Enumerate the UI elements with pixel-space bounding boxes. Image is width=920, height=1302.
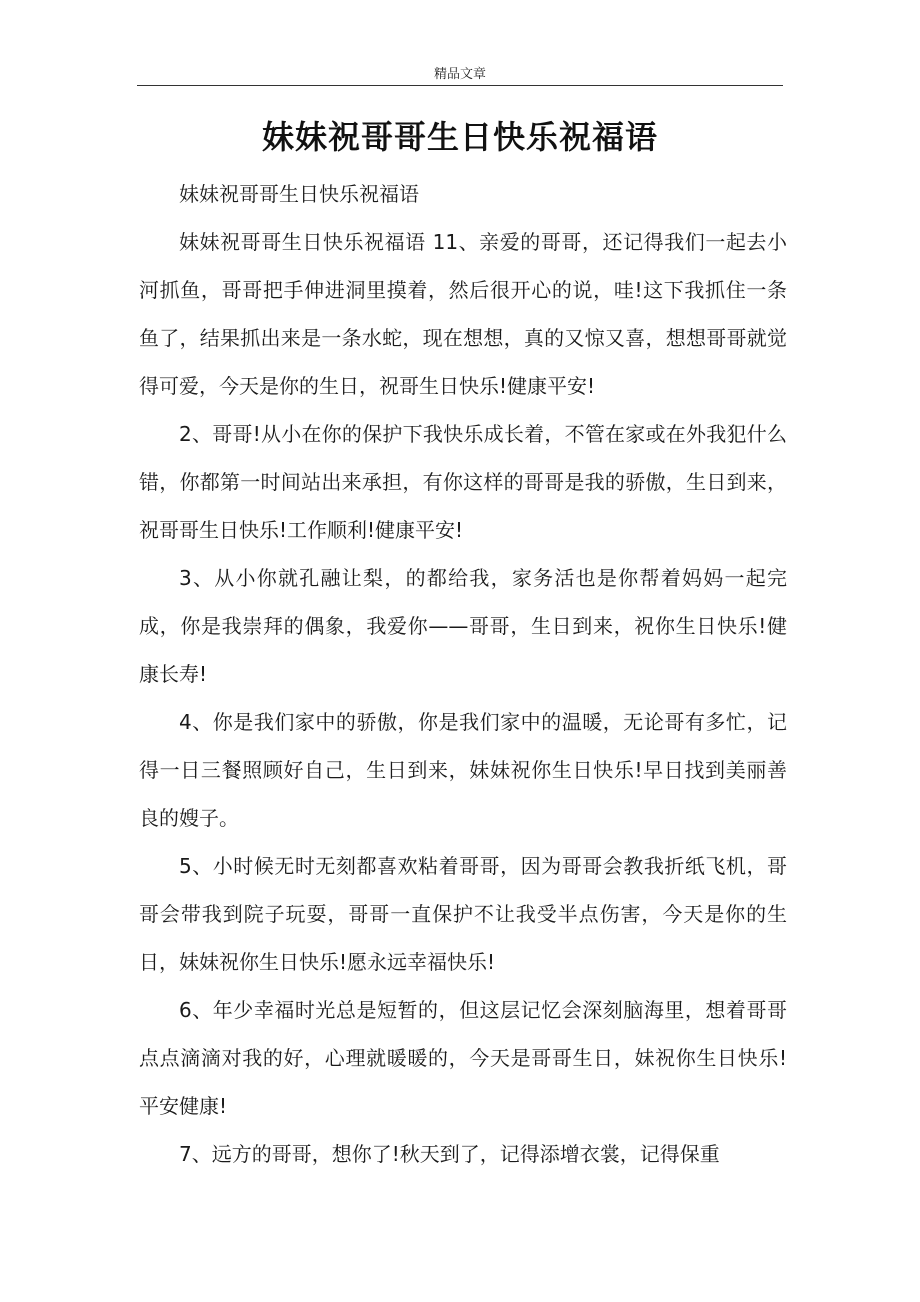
- document-body: [139, 170, 787, 1178]
- header-divider: [137, 85, 783, 86]
- document-title: 妹妹祝哥哥生日快乐祝福语: [261, 118, 658, 156]
- paragraph: 2、哥哥!从小在你的保护下我快乐成长着，不管在家或在外我犯什么错，你都第一时间站出来承担，有你这样的哥哥是我的骄傲，生日到来，祝哥哥生日快乐!工作顺利!健康平安!: [139, 422, 787, 542]
- paragraph: 妹妹祝哥哥生日快乐祝福语 11、亲爱的哥哥，还记得我们一起去小河抓鱼，哥哥把手伸进洞里摸着，然后很开心的说，哇!这下我抓住一条鱼了，结果抓出来是一条水蛇，现在想想，真的又惊又喜，想想哥哥就觉得可爱，今天是你的生日，祝哥生日快乐!健康平安!: [139, 230, 787, 398]
- paragraph: 3、从小你就孔融让梨，的都给我，家务活也是你帮着妈妈一起完成，你是我崇拜的偶象，我爱你——哥哥，生日到来，祝你生日快乐!健康长寿!: [139, 566, 787, 686]
- page-header: 精品文章: [433, 67, 486, 82]
- paragraph: 4、你是我们家中的骄傲，你是我们家中的温暖，无论哥有多忙，记得一日三餐照顾好自己，生日到来，妹妹祝你生日快乐!早日找到美丽善良的嫂子。: [139, 710, 787, 830]
- paragraph: 6、年少幸福时光总是短暂的，但这层记忆会深刻脑海里，想着哥哥点点滴滴对我的好，心理就暖暖的，今天是哥哥生日，妹祝你生日快乐!平安健康!: [139, 998, 787, 1118]
- paragraph: 5、小时候无时无刻都喜欢粘着哥哥，因为哥哥会教我折纸飞机，哥哥会带我到院子玩耍，哥哥一直保护不让我受半点伤害，今天是你的生日，妹妹祝你生日快乐!愿永远幸福快乐!: [139, 854, 787, 974]
- paragraph: 7、远方的哥哥，想你了!秋天到了，记得添增衣裳，记得保重: [179, 1142, 720, 1166]
- paragraph: 妹妹祝哥哥生日快乐祝福语: [179, 182, 419, 206]
